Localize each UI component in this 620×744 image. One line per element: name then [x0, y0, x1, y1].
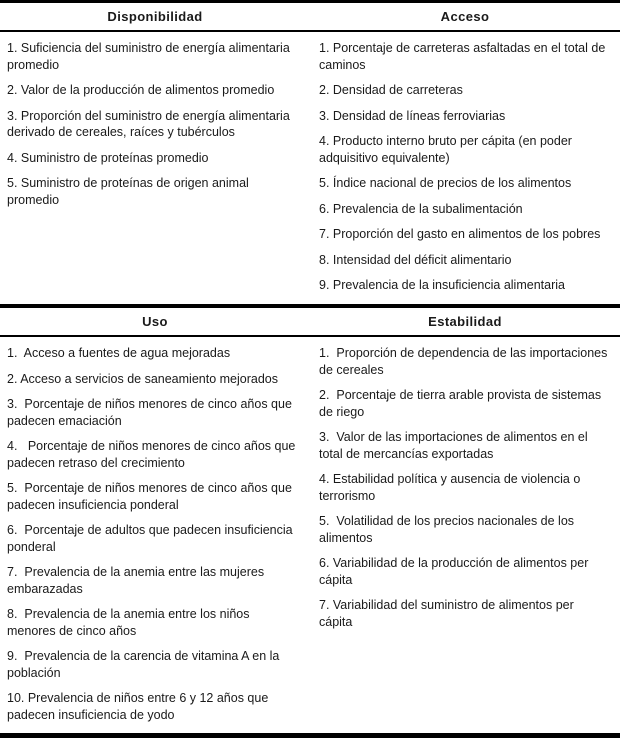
header-row-top [0, 3, 620, 32]
indicator-item: 7. Variabilidad del suministro de alimentos per cápita [319, 598, 578, 629]
column-header-disponibilidad: Disponibilidad [107, 9, 203, 24]
indicator-item: 1. Porcentaje de carreteras asfaltadas en el total de caminos [319, 41, 609, 72]
indicator-item: 3. Valor de las importaciones de alimentos en el total de mercancías exportadas [319, 430, 592, 461]
column-header-estabilidad: Estabilidad [428, 313, 502, 329]
indicator-item: 1. Suficiencia del suministro de energía alimentaria promedio [7, 41, 294, 72]
indicator-item: 4. Porcentaje de niños menores de cinco años que padecen retraso del crecimiento [7, 439, 299, 470]
indicator-item: 7. Prevalencia de la anemia entre las mujeres embarazadas [7, 565, 268, 596]
indicator-item: 6. Variabilidad de la producción de alimentos per cápita [319, 556, 592, 587]
indicator-item: 2. Porcentaje de tierra arable provista de sistemas de riego [319, 388, 605, 419]
body-row-top [0, 32, 620, 304]
indicator-item: 8. Intensidad del déficit alimentario [319, 252, 512, 267]
indicator-item: 2. Densidad de carreteras [319, 83, 463, 98]
indicator-item: 1. Proporción de dependencia de las importaciones de cereales [319, 346, 611, 377]
indicator-item: 5. Índice nacional de precios de los alimentos [319, 176, 572, 191]
indicator-item: 7. Proporción del gasto en alimentos de los pobres [319, 227, 601, 242]
column-uso-items [0, 337, 310, 733]
indicator-item: 5. Volatilidad de los precios nacionales de los alimentos [319, 514, 578, 545]
indicator-item: 8. Prevalencia de la anemia entre los niños menores de cinco años [7, 607, 253, 638]
column-acceso-items [310, 32, 620, 304]
column-header-acceso: Acceso [440, 9, 490, 24]
indicator-item: 4. Suministro de proteínas promedio [7, 150, 209, 165]
section-disponibilidad-acceso [0, 3, 620, 304]
indicator-item: 4. Estabilidad política y ausencia de violencia o terrorismo [319, 472, 584, 503]
indicator-item: 1. Acceso a fuentes de agua mejoradas [7, 346, 231, 361]
indicator-item: 2. Acceso a servicios de saneamiento mejorados [7, 371, 278, 386]
indicator-item: 2. Valor de la producción de alimentos promedio [7, 83, 275, 98]
body-row-bottom [0, 337, 620, 733]
indicator-item: 6. Prevalencia de la subalimentación [319, 201, 523, 216]
header-row-bottom [0, 308, 620, 337]
indicator-item: 6. Porcentaje de adultos que padecen insuficiencia ponderal [7, 523, 297, 554]
indicator-item: 5. Porcentaje de niños menores de cinco años que padecen insuficiencia ponderal [7, 481, 296, 512]
indicator-item: 9. Prevalencia de la insuficiencia alimentaria [319, 278, 565, 293]
column-estabilidad-items [310, 337, 620, 640]
indicator-item: 5. Suministro de proteínas de origen animal promedio [7, 176, 253, 207]
indicator-item: 3. Densidad de líneas ferroviarias [319, 108, 506, 123]
indicator-item: 9. Prevalencia de la carencia de vitamina A en la población [7, 649, 283, 680]
indicator-item: 10. Prevalencia de niños entre 6 y 12 años que padecen insuficiencia de yodo [7, 691, 272, 722]
section-uso-estabilidad [0, 304, 620, 733]
indicator-item: 4. Producto interno bruto per cápita (en poder adquisitivo equivalente) [319, 134, 576, 165]
indicator-item: 3. Porcentaje de niños menores de cinco años que padecen emaciación [7, 397, 296, 428]
column-header-uso: Uso [142, 313, 168, 329]
column-disponibilidad-items [0, 32, 310, 218]
indicator-item: 3. Proporción del suministro de energía alimentaria derivado de cereales, raíces y tubérculos [7, 108, 294, 140]
